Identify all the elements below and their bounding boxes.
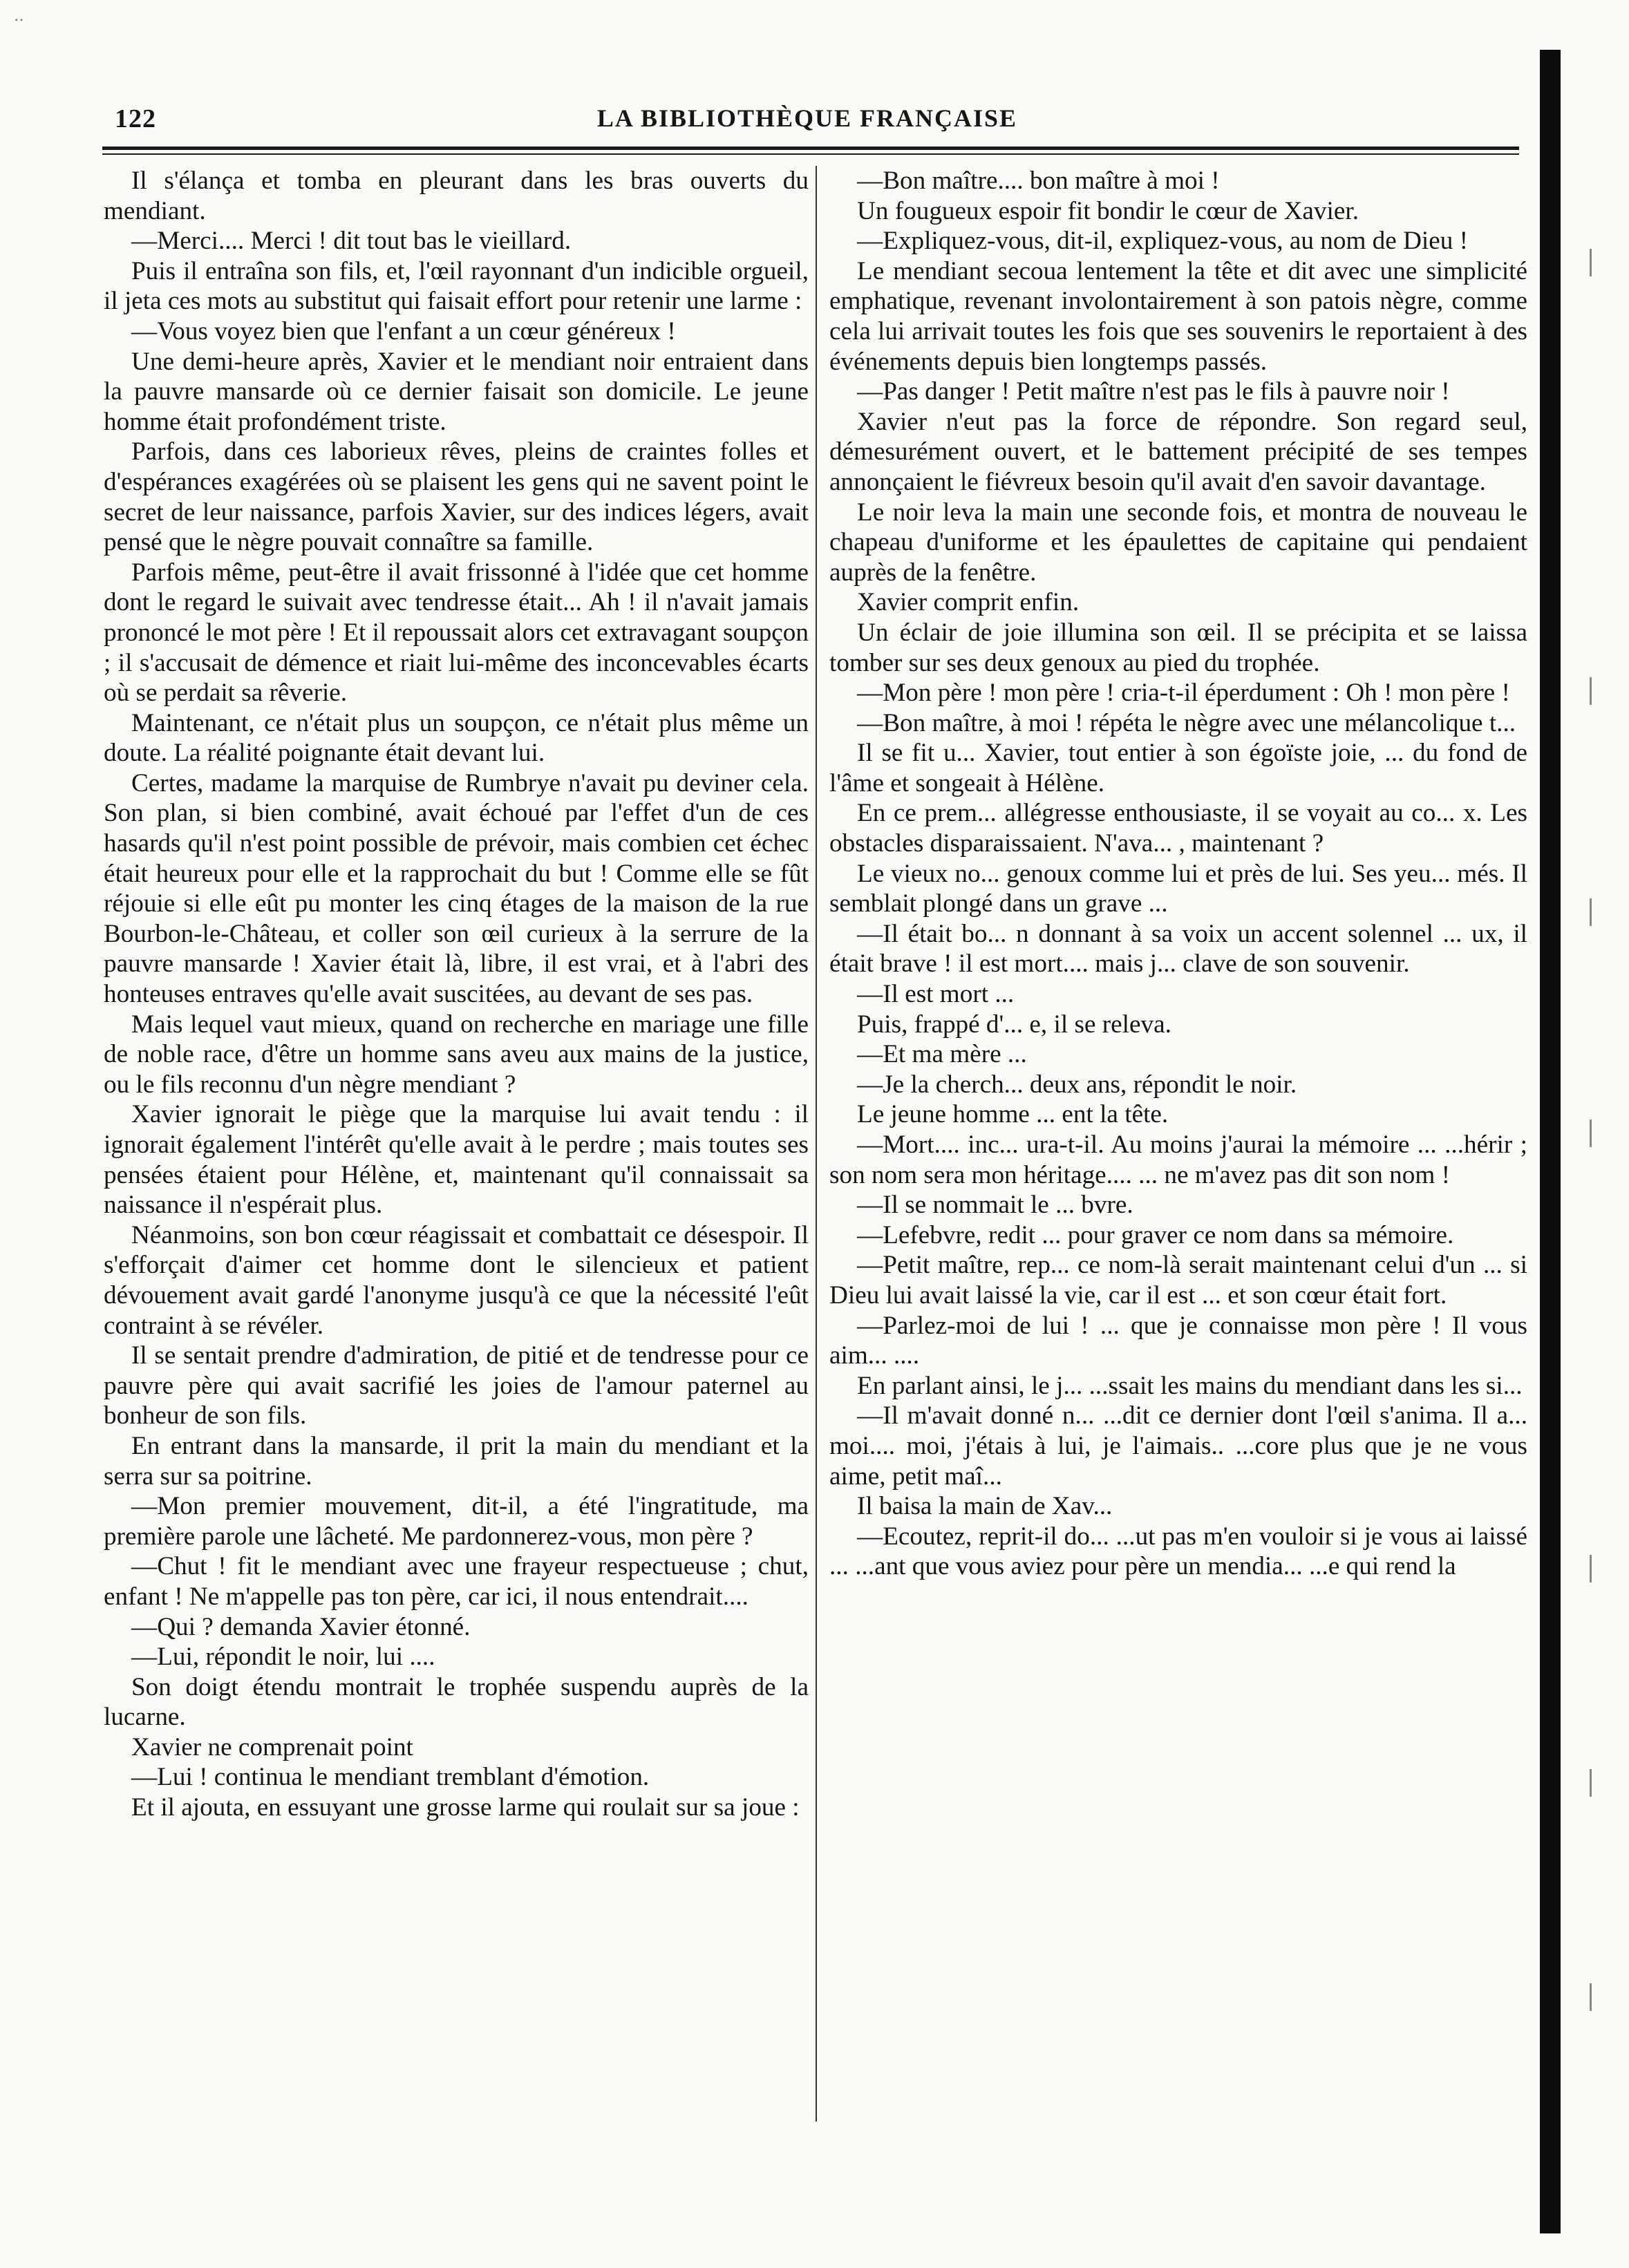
header-rule [102, 147, 1519, 150]
paragraph: —Expliquez-vous, dit-il, expliquez-vous, au nom de Dieu ! [857, 227, 1469, 256]
paragraph: —Bon maître.... bon maître à moi ! [857, 167, 1220, 195]
paragraph: Parfois, dans ces laborieux rêves, pleins de craintes folles et d'espérances exagérées où se plaisent les gens qui ne savent point le secret de leur naissance, parfois Xavier, sur des indices légers, avait pensé que le nègre pouvait connaître sa famille. [104, 437, 809, 557]
paragraph: Son doigt étendu montrait le trophée suspendu auprès de la lucarne. [104, 1672, 809, 1732]
paragraph: Puis il entraîna son fils, et, l'œil rayonnant d'un indicible orgueil, il jeta ces mots au substitut qui faisait effort pour retenir une larme : [104, 256, 809, 316]
paragraph: —Il était bo... n donnant à sa voix un accent solennel ... ux, il était brave ! il est mort.... mais j... clave de son souvenir. [829, 919, 1527, 979]
paragraph: En ce prem... allégresse enthousiaste, il se voyait au co... x. Les obstacles disparaissaient. N'ava... , maintenant ? [829, 799, 1527, 858]
paragraph: En entrant dans la mansarde, il prit la main du mendiant et la serra sur sa poitrine. [104, 1431, 809, 1491]
left-column [104, 166, 809, 1823]
paragraph: —Il se nommait le ... bvre. [857, 1191, 1133, 1220]
paragraph: —Chut ! fit le mendiant avec une frayeur respectueuse ; chut, enfant ! Ne m'appelle pas ton père, car ici, il nous entendrait.... [104, 1552, 809, 1611]
paragraph: Xavier comprit enfin. [857, 588, 1080, 617]
paragraph: Il se fit u... Xavier, tout entier à son égoïste joie, ... du fond de l'âme et songeait à Hélène. [829, 739, 1527, 797]
paragraph: —Merci.... Merci ! dit tout bas le vieillard. [131, 227, 572, 256]
edge-tick [1590, 1769, 1592, 1797]
paragraph: Néanmoins, son bon cœur réagissait et combattait ce désespoir. Il s'efforçait d'aimer cet homme dont le silencieux et patient dévouement avait gardé l'anonyme jusqu'à ce que la nécessité l'eût contraint à se révéler. [104, 1220, 809, 1340]
paragraph: Un éclair de joie illumina son œil. Il se précipita et se laissa tomber sur ses deux genoux au pied du trophée. [829, 618, 1527, 677]
paragraph: Puis, frappé d'... e, il se releva. [857, 1010, 1171, 1039]
paragraph: —Il m'avait donné n... ...dit ce dernier dont l'œil s'anima. Il a... moi.... moi, j'étais à lui, je l'aimais.. ...core plus que je ne vous aime, petit maî... [829, 1401, 1527, 1491]
binding-edge [1540, 50, 1561, 2233]
page-number: 122 [115, 104, 156, 133]
edge-tick [1590, 677, 1592, 705]
paragraph: —Et ma mère ... [857, 1040, 1027, 1069]
paragraph: —Mon père ! mon père ! cria-t-il éperdument : Oh ! mon père ! [857, 679, 1510, 708]
paragraph: —Lui ! continua le mendiant tremblant d'émotion. [131, 1763, 650, 1792]
paragraph: —Mon premier mouvement, dit-il, a été l'ingratitude, ma première parole une lâcheté. Me pardonnerez-vous, mon père ? [104, 1492, 809, 1551]
paragraph: —Mort.... inc... ura-t-il. Au moins j'aurai la mémoire ... ...hérir ; son nom sera mon héritage.... ... ne m'avez pas dit son nom ! [829, 1131, 1527, 1189]
paragraph: Xavier ignorait le piège que la marquise lui avait tendu : il ignorait également l'intérêt qu'elle avait à le perdre ; mais toutes ses pensées étaient pour Hélène, et, maintenant qu'il connaissait sa naissance il n'espérait plus. [104, 1100, 809, 1220]
paragraph: Le noir leva la main une seconde fois, et montra de nouveau le chapeau d'uniforme et les épaulettes de capitaine qui pendaient auprès de la fenêtre. [829, 498, 1527, 587]
paragraph: —Ecoutez, reprit-il do... ...ut pas m'en vouloir si je vous ai laissé ... ...ant que vous aviez pour père un mendia... ...e qui rend la [829, 1522, 1527, 1581]
paragraph: Le vieux no... genoux comme lui et près de lui. Ses yeu... més. Il semblait plongé dans un grave ... [829, 859, 1527, 918]
paragraph: Maintenant, ce n'était plus un soupçon, ce n'était plus même un doute. La réalité poignante était devant lui. [104, 708, 809, 768]
paragraph: Parfois même, peut-être il avait frissonné à l'idée que cet homme dont le regard le suivait avec tendresse était... Ah ! il n'avait jamais prononcé le mot père ! Et il repoussait alors cet extravagant soupçon ; il s'accusait de démence et riait lui-même des inconcevables écarts où se perdait sa rêverie. [104, 558, 809, 708]
paragraph: —Vous voyez bien que l'enfant a un cœur généreux ! [131, 316, 676, 346]
paragraph: Mais lequel vaut mieux, quand on recherche en mariage une fille de noble race, d'être un homme sans aveu aux mains de la justice, ou le fils reconnu d'un nègre mendiant ? [104, 1010, 809, 1099]
paragraph: —Bon maître, à moi ! répéta le nègre avec une mélancolique t... [857, 708, 1516, 737]
corner-mark: ‥ [14, 7, 24, 24]
paragraph: Un fougueux espoir fit bondir le cœur de Xavier. [857, 196, 1359, 225]
paragraph: Il s'élança et tomba en pleurant dans les bras ouverts du mendiant. [104, 167, 809, 225]
paragraph: Certes, madame la marquise de Rumbrye n'avait pu deviner cela. Son plan, si bien combiné, avait échoué par l'effet d'un de ces hasards qu'il n'est point possible de prévoir, mais combien cet échec était heureux pour elle et la rapprochait du but ! Comme elle se fût réjouie si elle eût pu monter les cinq étages de la maison de la rue Bourbon-le-Château, et coller son œil curieux à la serrure de la pauvre mansarde ! Xavier était là, libre, il est vrai, et à l'abri des honteuses entraves qu'elle avait suscitées, au devant de ses pas. [104, 768, 809, 1009]
paragraph: —Il est mort ... [857, 980, 1015, 1009]
paragraph: Il baisa la main de Xav... [857, 1492, 1113, 1521]
running-head [102, 104, 1512, 145]
paragraph: Il se sentait prendre d'admiration, de pitié et de tendresse pour ce pauvre père qui avait sacrifié les joies de l'amour paternel au bonheur de son fils. [104, 1341, 809, 1430]
paragraph: Une demi-heure après, Xavier et le mendiant noir entraient dans la pauvre mansarde où ce dernier faisait son domicile. Le jeune homme était profondément triste. [104, 347, 809, 436]
edge-tick [1590, 249, 1592, 276]
paragraph: —Parlez-moi de lui ! ... que je connaisse mon père ! Il vous aim... .... [829, 1311, 1527, 1370]
paragraph: Et il ajouta, en essuyant une grosse larme qui roulait sur sa joue : [131, 1793, 800, 1822]
paragraph: —Je la cherch... deux ans, répondit le noir. [857, 1070, 1297, 1099]
paragraph: Le jeune homme ... ent la tête. [857, 1100, 1169, 1129]
paragraph: —Lefebvre, redit ... pour graver ce nom dans sa mémoire. [857, 1220, 1454, 1249]
paragraph: —Lui, répondit le noir, lui .... [131, 1643, 435, 1672]
paragraph: Xavier n'eut pas la force de répondre. Son regard seul, démesurément ouvert, et le battement précipité de ses tempes annonçaient le fiévreux besoin qu'il avait d'en savoir davantage. [829, 407, 1527, 496]
paragraph: —Petit maître, rep... ce nom-là serait maintenant celui d'un ... si Dieu lui avait laissé la vie, car il est ... et son cœur était fort. [829, 1251, 1527, 1310]
paragraph: Le mendiant secoua lentement la tête et dit avec une simplicité emphatique, revenant involontairement à son patois nègre, comme cela lui arrivait toutes les fois que ses souvenirs le reportaient à des événements depuis bien longtemps passés. [829, 256, 1527, 376]
paragraph: Xavier ne comprenait point [131, 1732, 413, 1761]
paragraph: En parlant ainsi, le j... ...ssait les mains du mendiant dans les si... [857, 1371, 1523, 1400]
paragraph: —Qui ? demanda Xavier étonné. [131, 1612, 471, 1641]
edge-tick [1590, 1119, 1592, 1147]
edge-tick [1590, 1983, 1592, 2011]
right-column [829, 166, 1527, 1582]
journal-title: LA BIBLIOTHÈQUE FRANÇAISE [596, 104, 1018, 132]
paragraph: —Pas danger ! Petit maître n'est pas le fils à pauvre noir ! [857, 377, 1450, 406]
column-divider [816, 166, 817, 2121]
header-rule-thin [102, 153, 1519, 155]
edge-tick [1590, 898, 1592, 926]
edge-tick [1590, 1555, 1592, 1582]
